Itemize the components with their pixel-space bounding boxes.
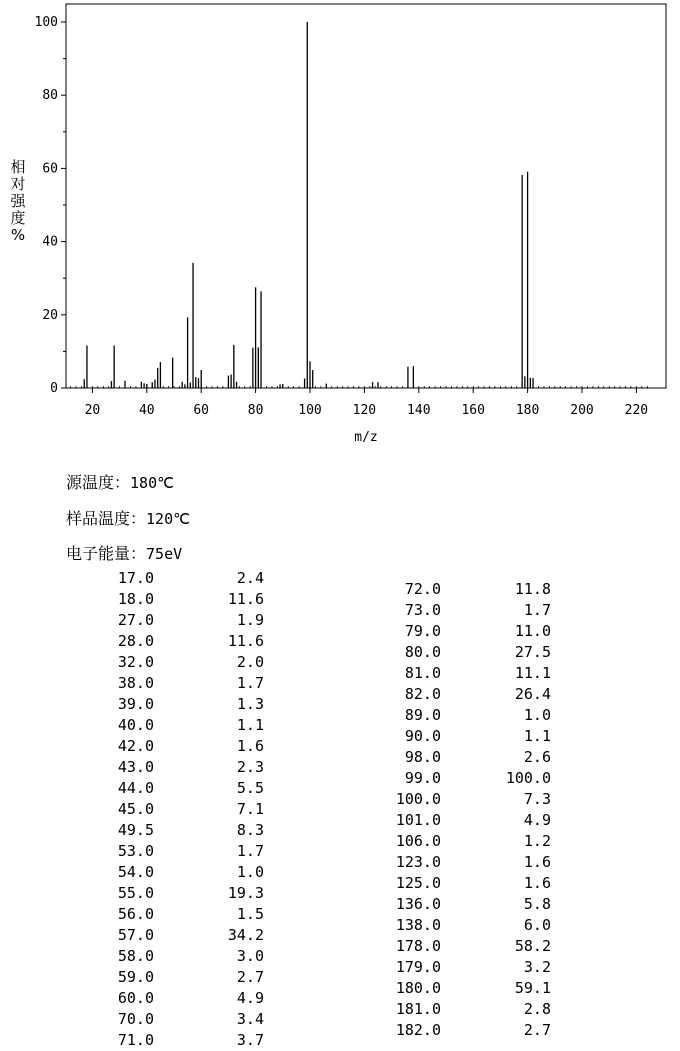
mz-value: 180.0 [395,979,441,997]
intensity-value: 1.2 [523,832,551,850]
table-row [100,715,270,736]
mz-value: 90.0 [404,727,441,745]
table-row [380,915,560,936]
mz-value: 40.0 [117,716,154,734]
peak-table-left [100,568,270,1051]
table-row [100,757,270,778]
table-row [100,841,270,862]
mz-value: 123.0 [395,853,441,871]
x-tick-label: 160 [461,403,485,418]
table-row [380,852,560,873]
table-row [100,799,270,820]
intensity-value: 11.8 [514,580,551,598]
mz-value: 42.0 [117,737,154,755]
mz-value: 18.0 [117,590,154,608]
mz-value: 49.5 [117,821,154,839]
intensity-value: 5.5 [236,779,264,797]
table-row [380,684,560,705]
peak-bars [84,22,533,388]
energy-value: 75eV [146,545,183,563]
intensity-value: 4.9 [236,989,264,1007]
table-row [100,820,270,841]
mz-value: 72.0 [404,580,441,598]
intensity-value: 3.0 [236,947,264,965]
intensity-value: 34.2 [227,926,264,944]
table-row [100,883,270,904]
table-row [380,600,560,621]
mz-value: 54.0 [117,863,154,881]
table-row [380,579,560,600]
x-tick-label: 120 [352,403,377,418]
table-row [100,946,270,967]
y-tick-label: 0 [50,381,58,396]
table-row [100,988,270,1009]
mz-value: 100.0 [395,790,441,808]
table-row [100,673,270,694]
x-axis-label: m/z [354,430,378,445]
mz-value: 56.0 [117,905,154,923]
intensity-value: 4.9 [523,811,551,829]
mz-value: 17.0 [117,569,154,587]
mz-value: 27.0 [117,611,154,629]
x-tick-label: 140 [407,403,431,418]
y-tick-label: 20 [42,307,58,323]
table-row [380,957,560,978]
table-row [380,894,560,915]
intensity-value: 3.2 [523,958,551,976]
mz-value: 89.0 [404,706,441,724]
y-tick-label: 100 [34,15,58,30]
x-tick-label: 60 [193,403,210,418]
intensity-value: 1.5 [236,905,264,923]
mz-value: 60.0 [117,989,154,1007]
intensity-value: 1.7 [236,674,264,692]
mz-value: 44.0 [117,779,154,797]
table-row [380,726,560,747]
table-row [100,610,270,631]
table-row [100,589,270,610]
peak-table-right [380,579,560,1041]
table-row [380,936,560,957]
intensity-value: 1.6 [236,737,264,755]
intensity-value: 1.0 [236,863,264,881]
intensity-value: 7.3 [523,790,551,808]
intensity-value: 11.0 [514,622,551,640]
intensity-value: 2.3 [236,758,264,776]
mz-value: 55.0 [117,884,154,902]
intensity-value: 1.6 [523,874,551,892]
y-tick-label: 60 [42,161,58,177]
table-row [380,642,560,663]
intensity-value: 5.8 [523,895,551,913]
mz-value: 182.0 [395,1021,441,1039]
table-row [380,978,560,999]
table-row [380,663,560,684]
intensity-value: 2.0 [236,653,264,671]
table-row [100,967,270,988]
intensity-value: 26.4 [514,685,551,703]
intensity-value: 1.9 [236,611,264,629]
x-tick-label: 100 [298,403,322,418]
mz-value: 73.0 [404,601,441,619]
intensity-value: 11.6 [227,590,264,608]
x-tick-label: 200 [570,403,594,418]
intensity-value: 100.0 [505,769,551,787]
mz-value: 39.0 [117,695,154,713]
table-row [380,873,560,894]
mz-value: 81.0 [404,664,441,682]
table-row [380,705,560,726]
x-axis [85,388,649,418]
mass-spectrum-chart [0,0,680,460]
mz-value: 99.0 [404,769,441,787]
intensity-value: 27.5 [514,643,551,661]
x-tick-label: 220 [624,403,649,418]
x-tick-label: 20 [84,403,101,418]
mz-value: 125.0 [395,874,441,892]
y-axis-label: 相对强度% [10,158,26,244]
mz-value: 43.0 [117,758,154,776]
intensity-value: 7.1 [236,800,264,818]
source-temp-value: 180℃ [130,474,174,492]
mz-value: 59.0 [117,968,154,986]
intensity-value: 3.7 [236,1031,264,1049]
intensity-value: 2.7 [523,1021,551,1039]
intensity-value: 1.7 [523,601,551,619]
mz-value: 80.0 [404,643,441,661]
x-tick-label: 40 [138,403,155,418]
intensity-value: 58.2 [514,937,551,955]
mz-value: 138.0 [395,916,441,934]
table-row [100,925,270,946]
mz-value: 58.0 [117,947,154,965]
intensity-value: 19.3 [227,884,264,902]
sample-temp-label: 样品温度： [66,509,147,528]
source-temp-line [66,470,174,493]
table-row [380,999,560,1020]
energy-line [66,541,182,564]
intensity-value: 1.1 [236,716,264,734]
mz-value: 70.0 [117,1010,154,1028]
intensity-value: 11.6 [227,632,264,650]
mz-value: 178.0 [395,937,441,955]
energy-label: 电子能量： [66,544,147,563]
mz-value: 101.0 [395,811,441,829]
intensity-value: 1.3 [236,695,264,713]
table-row [100,652,270,673]
table-row [100,1009,270,1030]
intensity-value: 1.1 [523,727,551,745]
table-row [100,778,270,799]
mz-value: 82.0 [404,685,441,703]
intensity-value: 6.0 [523,916,551,934]
intensity-value: 8.3 [236,821,264,839]
x-tick-label: 80 [247,403,264,418]
mz-value: 32.0 [117,653,154,671]
sample-temp-line [66,506,190,529]
y-tick-label: 80 [42,88,58,104]
table-row [100,694,270,715]
mz-value: 71.0 [117,1031,154,1049]
mz-value: 179.0 [395,958,441,976]
intensity-value: 11.1 [514,664,551,682]
intensity-value: 2.7 [236,968,264,986]
mz-value: 38.0 [117,674,154,692]
intensity-value: 59.1 [514,979,551,997]
table-row [100,1030,270,1051]
intensity-value: 2.4 [236,569,264,587]
mz-value: 57.0 [117,926,154,944]
intensity-value: 1.0 [523,706,551,724]
mz-value: 45.0 [117,800,154,818]
table-row [380,768,560,789]
table-row [380,831,560,852]
mz-value: 79.0 [404,622,441,640]
mz-value: 28.0 [117,632,154,650]
intensity-value: 3.4 [236,1010,264,1028]
y-tick-label: 40 [42,234,58,250]
table-row [380,810,560,831]
source-temp-label: 源温度： [66,473,131,492]
mz-value: 181.0 [395,1000,441,1018]
intensity-value: 2.8 [523,1000,551,1018]
table-row [100,568,270,589]
table-row [100,904,270,925]
sample-temp-value: 120℃ [146,510,190,528]
intensity-value: 1.6 [523,853,551,871]
y-axis [35,15,66,396]
plot-frame [66,4,666,388]
mz-value: 136.0 [395,895,441,913]
table-row [380,1020,560,1041]
table-row [380,789,560,810]
table-row [100,736,270,757]
mz-value: 106.0 [395,832,441,850]
intensity-value: 2.6 [523,748,551,766]
table-row [100,631,270,652]
table-row [380,621,560,642]
mz-value: 98.0 [404,748,441,766]
x-tick-label: 180 [515,403,540,418]
table-row [380,747,560,768]
intensity-value: 1.7 [236,842,264,860]
table-row [100,862,270,883]
mz-value: 53.0 [117,842,154,860]
